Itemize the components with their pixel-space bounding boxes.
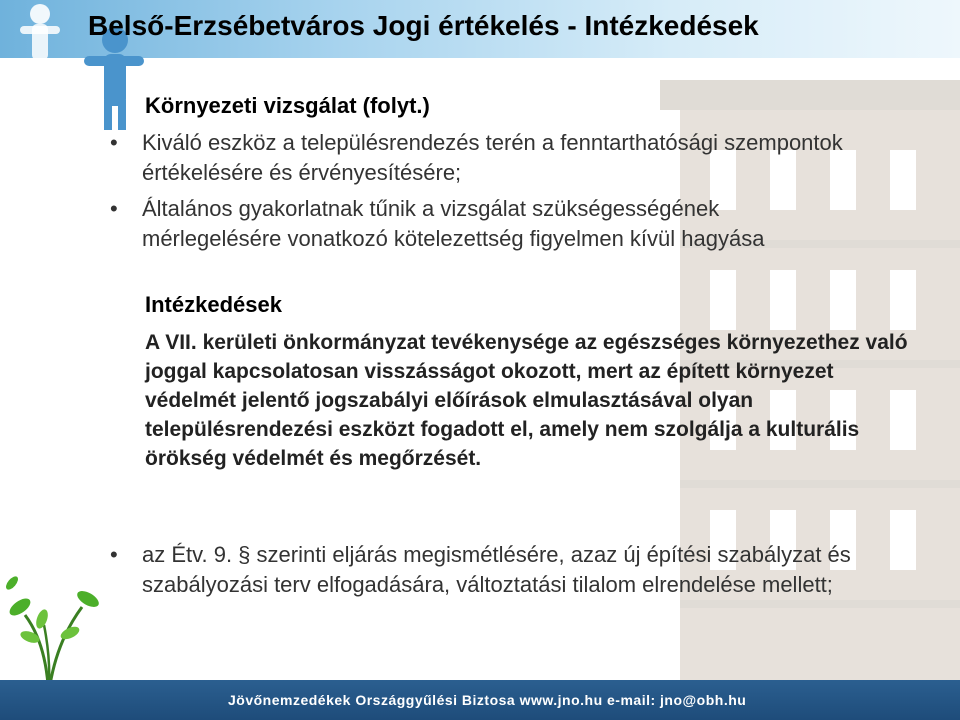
bullet-dot-icon: • <box>110 196 118 221</box>
bullet-text: Kiváló eszköz a településrendezés terén a fenntarthatósági szempontok értékelésére és érvényesítésére; <box>142 130 843 185</box>
footer-text: Jövőnemzedékek Országgyűlési Biztosa www.jno.hu e-mail: jno@obh.hu <box>228 692 747 708</box>
footer-bar <box>0 680 960 720</box>
bullet-text: Általános gyakorlatnak tűnik a vizsgálat szükségességének mérlegelésére vonatkozó kötelezettség figyelmen kívül hagyása <box>142 196 765 251</box>
bullet-text: az Étv. 9. § szerinti eljárás megismétlésére, azaz új építési szabályzat és szabályozási terv elfogadására, változtatási tilalom elrendelése mellett; <box>142 542 851 597</box>
bullet-item <box>110 540 862 600</box>
section-heading-measures: Intézkedések <box>145 292 282 317</box>
section-heading-environmental-review: Környezeti vizsgálat (folyt.) <box>145 93 430 118</box>
bullet-item <box>110 194 862 254</box>
bullet-item <box>110 128 862 188</box>
slide-title: Belső-Erzsébetváros Jogi értékelés - Intézkedések <box>88 10 759 41</box>
finding-paragraph: A VII. kerületi önkormányzat tevékenysége az egészséges környezethez való joggal kapcsolatosan visszásságot okozott, mert az épített környezet védelmét jelentő jogszabályi előírások elmulasztásával olyan településrendezési eszközt fogadott el, amely nem szolgálja a kulturális örökség védelmét és megőrzését. <box>145 331 908 470</box>
bullet-dot-icon: • <box>110 542 118 567</box>
bullet-dot-icon: • <box>110 130 118 155</box>
